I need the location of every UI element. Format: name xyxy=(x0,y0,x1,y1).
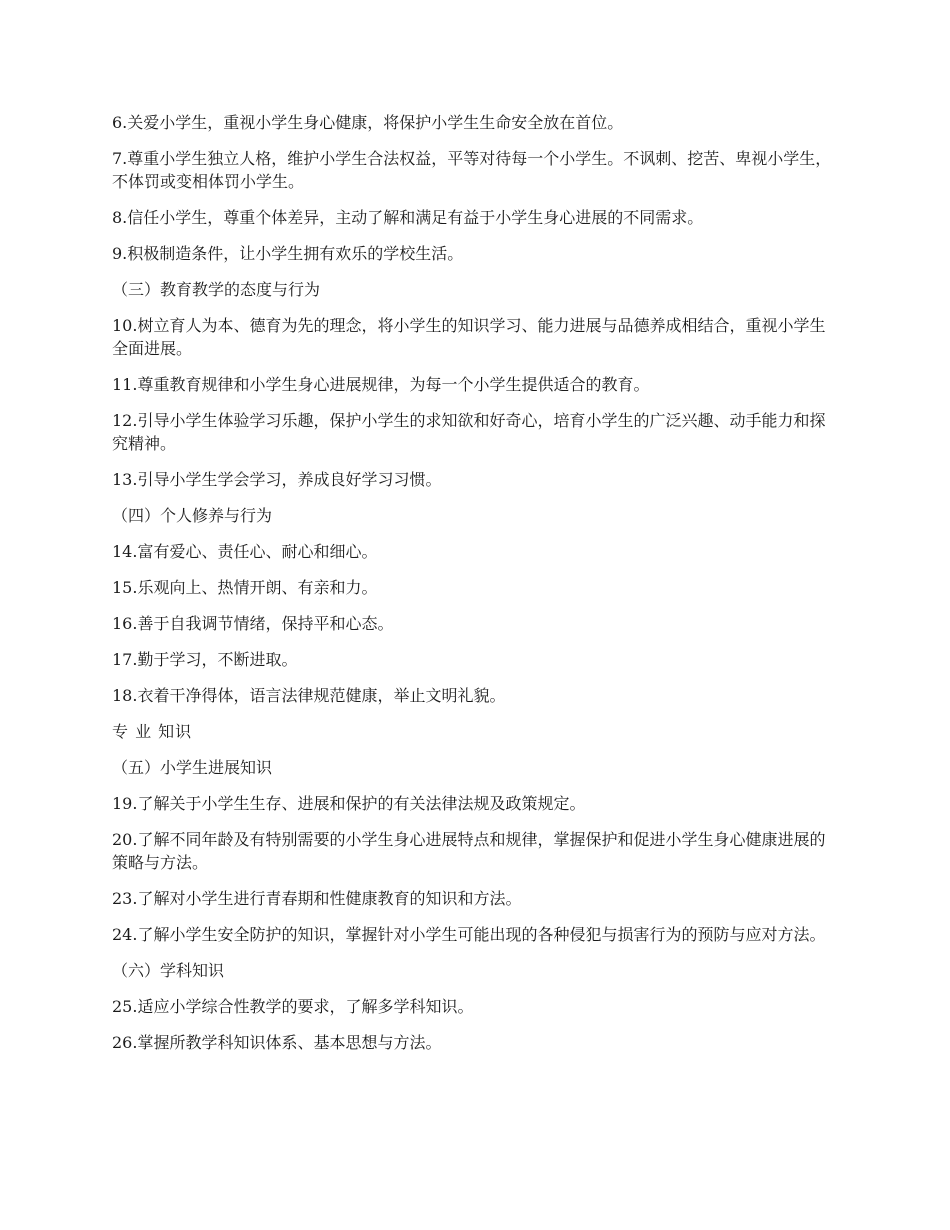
paragraph-item-7: 7.尊重小学生独立人格，维护小学生合法权益，平等对待每一个小学生。不讽刺、挖苦、卑视小学生，不体罚或变相体罚小学生。 xyxy=(112,149,832,191)
paragraph-item-12: 12.引导小学生体验学习乐趣，保护小学生的求知欲和好奇心，培育小学生的广泛兴趣、动手能力和探究精神。 xyxy=(112,411,826,453)
paragraph-item-10: 10.树立育人为本、德育为先的理念，将小学生的知识学习、能力进展与品德养成相结合，重视小学生全面进展。 xyxy=(112,316,826,358)
paragraph-item-25: 25.适应小学综合性教学的要求，了解多学科知识。 xyxy=(112,997,474,1016)
subheading-3: （三）教育教学的态度与行为 xyxy=(112,280,321,299)
paragraph-item-17: 17.勤于学习，不断进取。 xyxy=(112,650,298,669)
section-title-professional-knowledge: 专 业 知识 xyxy=(112,722,193,741)
paragraph-item-24: 24.了解小学生安全防护的知识，掌握针对小学生可能出现的各种侵犯与损害行为的预防与应对方法。 xyxy=(112,925,826,944)
subheading-4: （四）个人修养与行为 xyxy=(112,506,273,525)
paragraph-item-20: 20.了解不同年龄及有特别需要的小学生身心进展特点和规律，掌握保护和促进小学生身心健康进展的策略与方法。 xyxy=(112,830,826,872)
paragraph-item-16: 16.善于自我调节情绪，保持平和心态。 xyxy=(112,614,394,633)
paragraph-item-15: 15.乐观向上、热情开朗、有亲和力。 xyxy=(112,578,378,597)
paragraph-item-14: 14.富有爱心、责任心、耐心和细心。 xyxy=(112,542,378,561)
paragraph-item-11: 11.尊重教育规律和小学生身心进展规律，为每一个小学生提供适合的教育。 xyxy=(112,375,650,394)
paragraph-item-18: 18.衣着干净得体，语言法律规范健康，举止文明礼貌。 xyxy=(112,686,506,705)
paragraph-item-19: 19.了解关于小学生生存、进展和保护的有关法律法规及政策规定。 xyxy=(112,794,586,813)
paragraph-item-8: 8.信任小学生，尊重个体差异，主动了解和满足有益于小学生身心进展的不同需求。 xyxy=(112,208,704,227)
subheading-6: （六）学科知识 xyxy=(112,961,225,980)
paragraph-item-23: 23.了解对小学生进行青春期和性健康教育的知识和方法。 xyxy=(112,889,522,908)
paragraph-item-9: 9.积极制造条件，让小学生拥有欢乐的学校生活。 xyxy=(112,244,464,263)
paragraph-item-26: 26.掌握所教学科知识体系、基本思想与方法。 xyxy=(112,1033,442,1052)
document-page xyxy=(112,111,832,1067)
paragraph-item-6: 6.关爱小学生，重视小学生身心健康，将保护小学生生命安全放在首位。 xyxy=(112,113,624,132)
subheading-5: （五）小学生进展知识 xyxy=(112,758,273,777)
paragraph-item-13: 13.引导小学生学会学习，养成良好学习习惯。 xyxy=(112,470,442,489)
